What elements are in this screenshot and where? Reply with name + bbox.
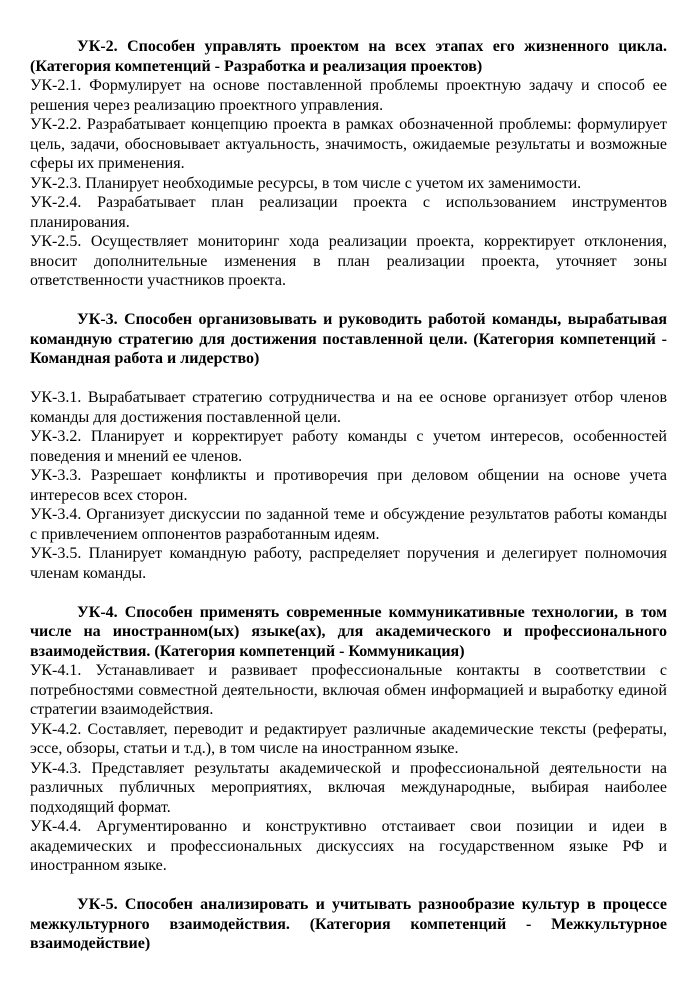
section-uk2-heading: УК-2. Способен управлять проектом на всех этапах его жизненного цикла. (Категория компетенций - Разработка и реализация проектов) [30, 38, 667, 75]
competency-uk2-1: УК-2.1. Формулирует на основе поставленной проблемы проектную задачу и способ ее решения через реализацию проектного управления. [30, 77, 667, 114]
competency-uk4-3: УК-4.3. Представляет результаты академической и профессиональной деятельности на различных публичных мероприятиях, включая международные, выбирая наиболее подходящий формат. [30, 759, 667, 816]
competency-uk2-4: УК-2.4. Разрабатывает план реализации проекта с использованием инструментов планирования. [30, 194, 667, 231]
competency-uk3-5: УК-3.5. Планирует командную работу, распределяет поручения и делегирует полномочия членам команды. [30, 545, 667, 582]
competency-uk4-4: УК-4.4. Аргументированно и конструктивно отстаивает свои позиции и идеи в академических и профессиональных дискуссиях на государственном языке РФ и иностранном языке. [30, 818, 667, 874]
competency-uk3-4: УК-3.4. Организует дискуссии по заданной теме и обсуждение результатов работы команды с привлечением оппонентов разработанным идеям. [30, 506, 667, 543]
blank-line [30, 876, 667, 896]
competency-uk2-3: УК-2.3. Планирует необходимые ресурсы, в том числе с учетом их заменимости. [30, 174, 582, 192]
section-uk3-heading: УК-3. Способен организовывать и руководить работой команды, вырабатывая командную стратегию для достижения поставленной цели. (Категория компетенций - Командная работа и лидерство) [30, 311, 667, 367]
competency-uk3-1: УК-3.1. Вырабатывает стратегию сотрудничества и на ее основе организует отбор членов команды для достижения поставленной цели. [30, 389, 667, 426]
competency-uk3-2: УК-3.2. Планирует и корректирует работу команды с учетом интересов, особенностей поведения и мнений ее членов. [30, 428, 667, 465]
competency-uk4-2: УК-4.2. Составляет, переводит и редактирует различные академические тексты (рефераты, эссе, обзоры, статьи и т.д.), в том числе на иностранном языке. [30, 720, 667, 757]
blank-line [30, 291, 667, 311]
competency-uk3-3: УК-3.3. Разрешает конфликты и противоречия при деловом общении на основе учета интересов всех сторон. [30, 467, 667, 504]
blank-line [30, 369, 667, 389]
competency-uk2-5: УК-2.5. Осуществляет мониторинг хода реализации проекта, корректирует отклонения, вносит дополнительные изменения в план реализации проекта, уточняет зоны ответственности участников проекта. [30, 233, 667, 289]
section-uk4-heading: УК-4. Способен применять современные коммуникативные технологии, в том числе на иностранном(ых) языке(ах), для академического и профессионального взаимодействия. (Категория компетенций - Коммуникация) [30, 603, 667, 660]
section-uk5-heading: УК-5. Способен анализировать и учитывать разнообразие культур в процессе межкультурного взаимодействия. (Категория компетенций - Межкультурное взаимодействие) [30, 896, 667, 952]
blank-line [30, 583, 667, 603]
competency-uk4-1: УК-4.1. Устанавливает и развивает профессиональные контакты в соответствии с потребностями совместной деятельности, включая обмен информацией и выработку единой стратегии взаимодействия. [30, 662, 667, 718]
competency-uk2-2: УК-2.2. Разрабатывает концепцию проекта в рамках обозначенной проблемы: формулирует цель, задачи, обосновывает актуальность, значимость, ожидаемые результаты и возможные сферы их применения. [30, 116, 667, 172]
